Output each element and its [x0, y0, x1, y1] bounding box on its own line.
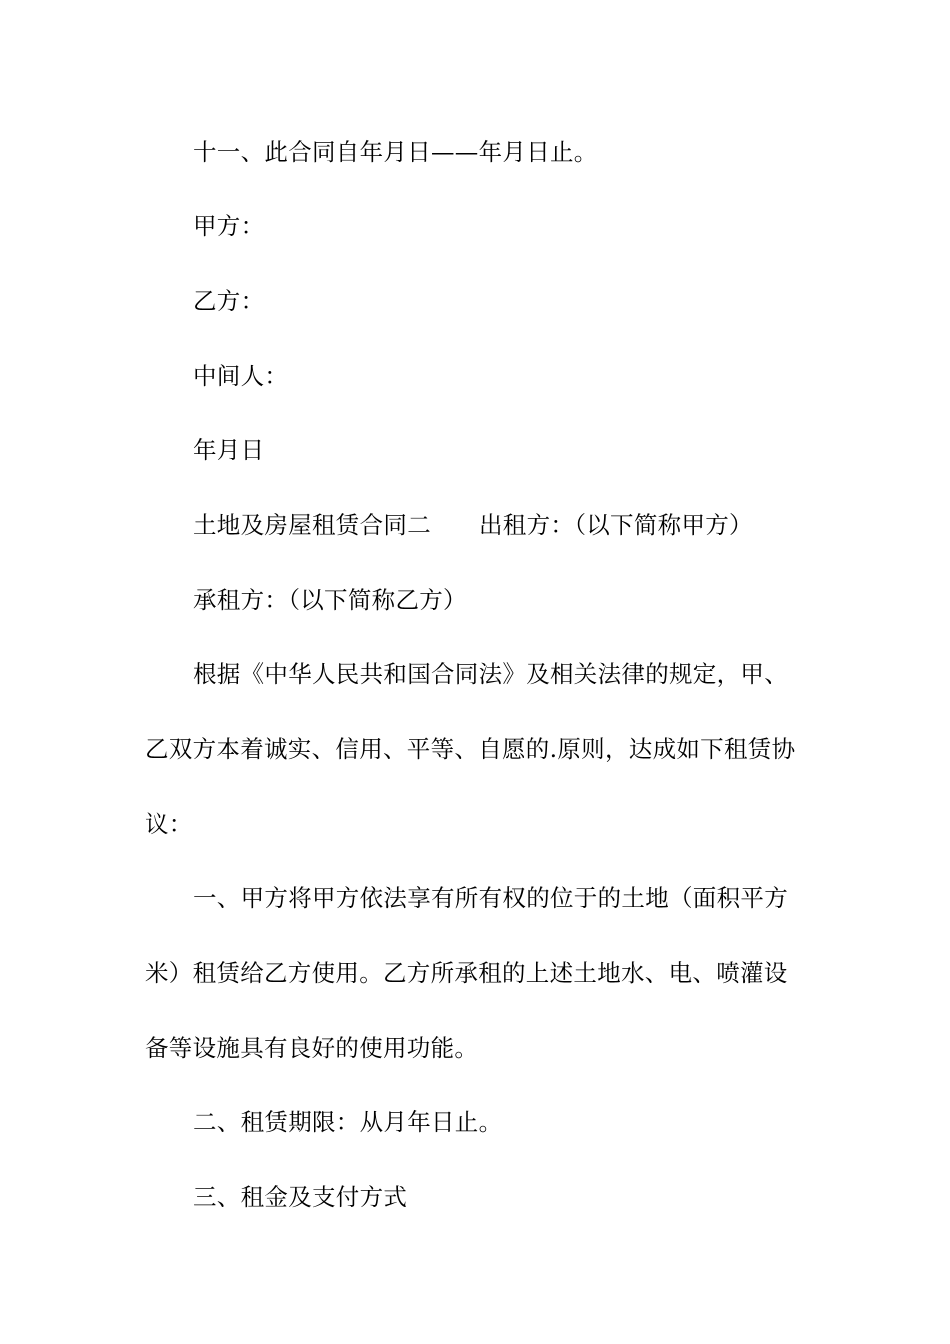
clause-one-line-3: 备等设施具有良好的使用功能。 [145, 1034, 479, 1062]
preamble-line-2: 乙双方本着诚实、信用、平等、自愿的.原则，达成如下租赁协 [145, 735, 796, 763]
preamble-line-3: 议： [145, 810, 193, 838]
lessor-label: 出租方：（以下简称甲方） [479, 511, 753, 539]
lessee-label: 承租方：（以下简称乙方） [193, 586, 467, 614]
date-line: 年月日 [193, 436, 265, 464]
clause-eleven-term: 十一、此合同自年月日——年月日止。 [193, 138, 598, 166]
contract-two-title: 土地及房屋租赁合同二 [193, 511, 431, 539]
party-a-label: 甲方： [193, 212, 265, 240]
clause-one-line-1: 一、甲方将甲方依法享有所有权的位于的土地（面积平方 [193, 884, 788, 912]
contract-two-heading-line [193, 510, 753, 540]
preamble-line-1: 根据《中华人民共和国合同法》及相关法律的规定，甲、 [193, 660, 788, 688]
party-b-label: 乙方： [193, 287, 265, 315]
clause-two-term: 二、租赁期限：从月年日止。 [193, 1108, 503, 1136]
clause-one-line-2: 米）租赁给乙方使用。乙方所承租的上述土地水、电、喷灌设 [145, 959, 788, 987]
clause-three-heading: 三、租金及支付方式 [193, 1183, 408, 1211]
intermediary-label: 中间人： [193, 362, 289, 390]
